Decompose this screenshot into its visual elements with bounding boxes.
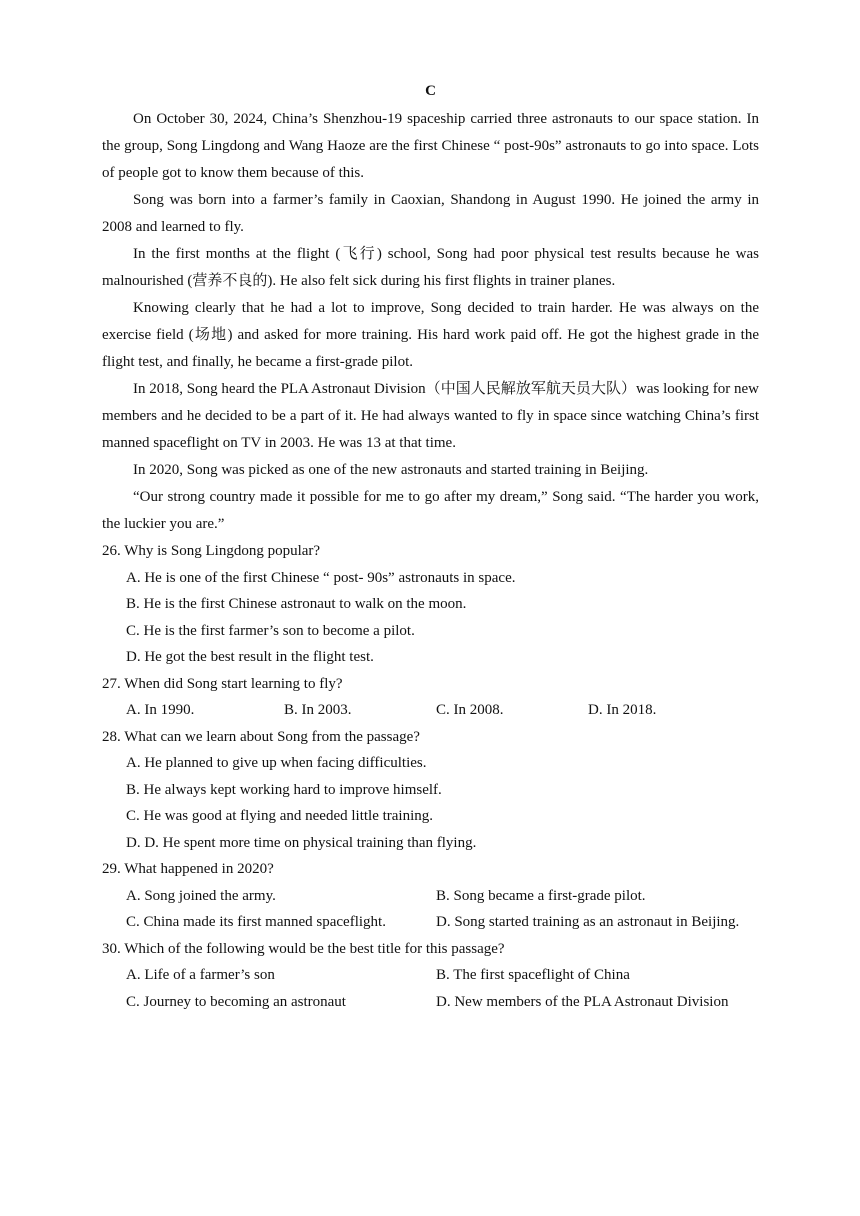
question-30-option-a: A. Life of a farmer’s son [126,967,275,983]
question-29-option-c: C. China made its first manned spaceflight. [126,914,386,930]
question-28-option-d: D. D. He spent more time on physical training than flying. [126,834,477,851]
question-29-options-row-2 [126,909,759,936]
question-29-option-d: D. Song started training as an astronaut in Beijing. [436,914,740,930]
passage-paragraph-2: Song was born into a farmer’s family in Caoxian, Shandong in August 1990. He joined the army in 2008 and learned to fly. [102,192,759,235]
question-26-option-d: D. He got the best result in the flight test. [126,649,374,665]
question-26-option-b: B. He is the first Chinese astronaut to walk on the moon. [126,596,467,612]
question-29-option-a: A. Song joined the army. [126,887,276,904]
question-26-option-c: C. He is the first farmer’s son to become a pilot. [126,622,415,639]
question-29-option-b: B. Song became a first-grade pilot. [436,887,646,904]
question-28-option-c: C. He was good at flying and needed little training. [126,808,434,824]
question-27-option-c: C. In 2008. [436,702,504,718]
question-26-stem: 26. Why is Song Lingdong popular? [102,543,321,559]
question-27-stem: 27. When did Song start learning to fly? [102,675,343,692]
question-28-option-b: B. He always kept working hard to improve himself. [126,781,442,798]
question-27-option-d: D. In 2018. [588,702,657,718]
question-27-option-a: A. In 1990. [126,702,195,718]
question-28-stem: 28. What can we learn about Song from the passage? [102,728,420,745]
question-27-options [126,697,759,724]
passage-paragraph-1: On October 30, 2024, China’s Shenzhou-19 spaceship carried three astronauts to our space station. In the group, Song Lingdong and Wang Haoze are the first Chinese “ post-90s” astronauts to go into space. Lots of people got to know them because of this. [102,111,759,181]
question-30-option-c: C. Journey to becoming an astronaut [126,993,346,1010]
passage-paragraph-6: In 2020, Song was picked as one of the new astronauts and started training in Beijing. [133,462,649,478]
question-30-option-d: D. New members of the PLA Astronaut Division [436,993,729,1010]
question-30-options-row-1 [126,962,759,989]
section-title: C [425,83,436,99]
question-29-stem: 29. What happened in 2020? [102,861,274,877]
passage-paragraph-7: “Our strong country made it possible for me to go after my dream,” Song said. “The harder you work, the luckier you are.” [102,489,759,532]
passage-paragraph-3: In the first months at the flight (飞行) school, Song had poor physical test results because he was malnourished (营养不良的). He also felt sick during his first flights in trainer planes. [102,246,759,289]
question-30-options-row-2 [126,989,759,1016]
question-30-stem: 30. Which of the following would be the best title for this passage? [102,940,505,957]
passage-paragraph-4: Knowing clearly that he had a lot to improve, Song decided to train harder. He was always on the exercise field (场地) and asked for more training. His hard work paid off. He got the highest grade in the flight test, and finally, he became a first-grade pilot. [102,300,759,370]
passage-paragraph-5: In 2018, Song heard the PLA Astronaut Division（中国人民解放军航天员大队）was looking for new members and he decided to be a part of it. He had always wanted to fly in space since watching China’s first manned spaceflight on TV in 2003. He was 13 at that time. [102,381,759,451]
question-30-option-b: B. The first spaceflight of China [436,967,630,983]
question-26-option-a: A. He is one of the first Chinese “ post- 90s” astronauts in space. [126,569,516,586]
question-27-option-b: B. In 2003. [284,702,352,718]
question-29-options-row-1 [126,883,759,910]
exam-page [102,80,759,1015]
question-28-option-a: A. He planned to give up when facing difficulties. [126,755,427,771]
